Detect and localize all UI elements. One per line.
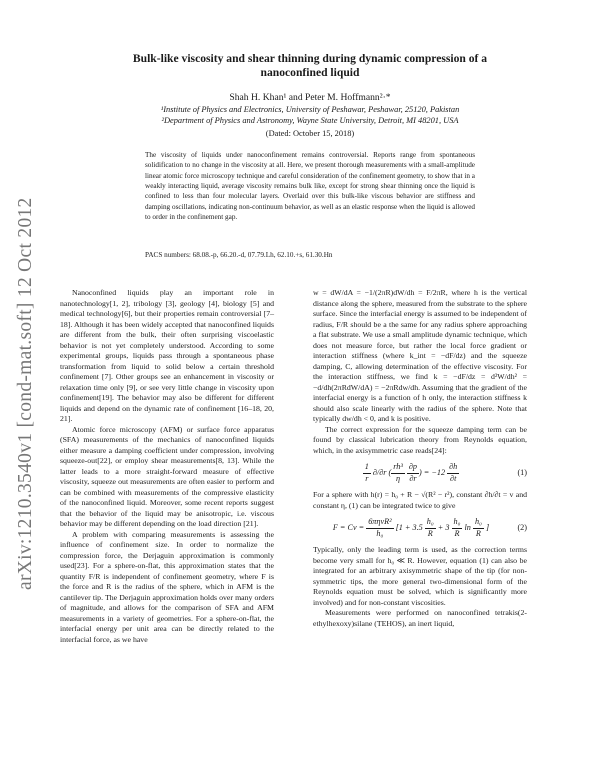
- eq2-fraction-b: $\frac{\text{h₀}}{R}$: [453, 517, 461, 538]
- equation-2: F = Cv = $\frac{\text{6πηvR²}}{\text{h₀}}$ [1 + 3.5 $\frac{\text{h₀}}{R}$ + 3 $\frac{\text{h₀}}{R}$ ln $\frac{\text{h₀}}{R}$ ] (2): [332, 517, 527, 538]
- eq2-fraction-c: $\frac{\text{h₀}}{R}$: [474, 517, 482, 538]
- paragraph-reynolds: The correct expression for the squeeze damping term can be found by classical lubrication theory from Reynolds equation, which, in the axisymmetric case reads[24]:: [313, 424, 527, 455]
- eq1-fraction-inner: $\frac{\text{rh³}}{\eta}$: [393, 462, 403, 483]
- author-list: Shah H. Khan¹ and Peter M. Hoffmann²·*: [229, 92, 391, 103]
- paragraph-intro: Nanoconfined liquids play an important role in nanotechnology[1, 2], tribology [3], geology [4], biology [5] and medical technology[6], but their properties remain controversial [7–18]. Although it has been widely accepted that nanoconfined liquids are different from the bulk, their often surprising viscoelastic behavior is not yet completely understood. According to some experimental groups, liquids pass through a spontaneous phase transformation from liquid to solid below a certain threshold confinement [7]. Other groups see an enhancement in viscosity or relaxation time only [9], or see very little change in viscosity upon confinement[19]. The behavior may also be different for different liquids and depend on the dynamic rate of confinement [16–18, 20, 21].: [60, 288, 274, 423]
- paragraph-afm-sfa: Atomic force microscopy (AFM) or surface force apparatus (SFA) measurements of the mechanics of nanoconfined liquids either measure a damping coefficient under compression, involving squeeze-out[22], or employ shear measurements[8, 13]. While the latter leads to a more straight-forward measure of effective viscosity, squeeze out measurements are often easier to perform and can be combined with measurements of the compressive elasticity of the nanoconfined liquid. Moreover, some recent reports suggest that the behavior of the liquid may be anisotropic, i.e. viscous behavior may be different depending on the load direction [21].: [60, 424, 274, 528]
- paragraph-energy: w = dW/dA = −1/(2πR)dW/dh = F/2πR, where h is the vertical distance along the sphere, measured from the substrate to the sphere surface. Since the interfacial energy is assumed to be independent of radius, F/R should be a the same for any radius sphere approaching a flat substrate. We use a small amplitude dynamic technique, which does not measure force, but rather the local force gradient or interaction stiffness (where k_int = −dF/dz) and the squeeze damping, C, allowing determination of the effective viscosity. For the interaction stiffness, we find k = −dF/dz = d²W/dh² = −d/dh(2πRdW/dA) = −2πRdw/dh. Assuming that the gradient of the interfacial energy is a function of h only, the interaction stiffness k should also scale linearly with the radius of the sphere. Note that typically dw/dh < 0, and k is positive.: [313, 288, 527, 423]
- eq1-fraction-lead: $\frac{1}{r}$: [364, 462, 369, 483]
- pacs-numbers: PACS numbers: 68.08.-p, 66.20.-d, 07.79.Lh, 62.10.+s, 61.30.Hn: [145, 251, 333, 259]
- equation-1: $\frac{1}{r}$ ∂/∂r ( $\frac{\text{rh³}}{\eta}$ $\frac{\partial p}{\partial r}$ ) = −12 $\frac{\partial h}{\partial t}$ (1): [364, 462, 527, 483]
- right-column: [313, 288, 527, 629]
- eq2-fraction-prefactor: $\frac{\text{6πηvR²}}{\text{h₀}}$: [368, 517, 392, 538]
- paragraph-sphere: For a sphere with h(r) = h₀ + R − √(R² − r²), constant ∂h/∂t = v and constant η, (1) can be integrated twice to give: [313, 490, 527, 510]
- abstract: The viscosity of liquids under nanoconfinement remains controversial. Reports range from spontaneous solidification to no change in the viscosity at all. Here, we present thorough measurements with a small-amplitude linear atomic force microscopy technique and careful consideration of the confinement geometry, to show that in a weakly interacting liquid, average viscosity remains bulk like, except for strong shear thinning once the liquid is confined to less than four molecular layers. Overlaid over this bulk-like viscous behavior are stiffness and damping oscillations, indicating non-continuum behavior, as well as an elastic response when the liquid is allowed to order in the confinement gap.: [145, 151, 475, 222]
- date-line: (Dated: October 15, 2018): [265, 129, 355, 138]
- eq1-fraction-gradient: $\frac{\partial p}{\partial r}$: [408, 462, 417, 483]
- affiliation-1: ¹Institute of Physics and Electronics, University of Peshawar, Peshawar, 25120, Pakistan: [160, 105, 460, 114]
- paragraph-leading-term: Typically, only the leading term is used, as the correction terms become very small for h₀ ≪ R. However, equation (1) can also be integrated for an arbitrary axisymmetric shape of the tip (for non-symmetric tips, the more general two-dimensional form of the Reynolds equation must be solved, which is significantly more involved) and for non-constant viscosities.: [313, 545, 527, 607]
- equation-number-2: (2): [517, 522, 527, 532]
- eq1-fraction-rhs: $\frac{\partial h}{\partial t}$: [449, 462, 458, 483]
- arxiv-identifier-stamp[interactable]: arXiv:1210.3540v1 [cond-mat.soft] 12 Oct 2012: [15, 197, 36, 590]
- paragraph-derjaguin: A problem with comparing measurements is assessing the influence of confinement size. In order to normalize the compression force, the Derjaguin approximation is commonly used[23]. For a sphere-on-flat, this approximation states that the quantity F/R is independent of confinement geometry, where F is the force and R is the radius of the sphere, which in AFM is the cantilever tip. The Derjaguin approximation holds over many orders of magnitude, and allows for the comparison of SFA and AFM measurements in a variety of geometries. For a sphere-on-flat, the interfacial energy per unit area can be directly related to the interfacial force, as we have: [60, 529, 274, 644]
- eq2-lhs: F = Cv =: [332, 522, 365, 532]
- equation-number-1: (1): [517, 467, 527, 477]
- eq1-rhs: = −12: [423, 467, 446, 477]
- eq2-fraction-a: $\frac{\text{h₀}}{R}$: [426, 517, 434, 538]
- paragraph-measurements: Measurements were performed on nanoconfined tetrakis(2-ethylhexoxy)silane (TEHOS), an inert liquid,: [313, 608, 527, 628]
- eq1-operator: ∂/∂r: [372, 467, 387, 477]
- left-column: [60, 288, 274, 645]
- paper-title: Bulk-like viscosity and shear thinning during dynamic compression of a nanoconfined liquid: [132, 52, 488, 79]
- affiliation-2: ²Department of Physics and Astronomy, Wayne State University, Detroit, MI 48201, USA: [161, 116, 459, 125]
